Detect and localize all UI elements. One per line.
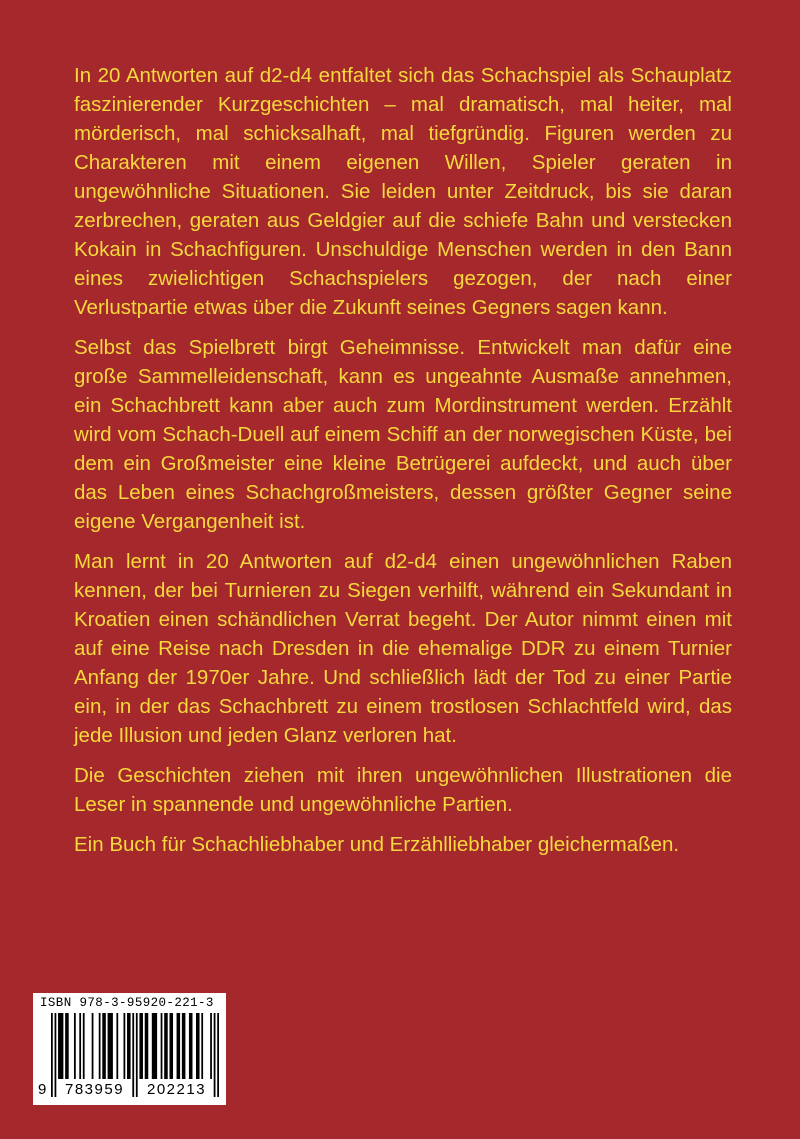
barcode-bar — [65, 1013, 69, 1079]
blurb-paragraph-4: Die Geschichten ziehen mit ihren ungewöhnlichen Illustrationen die Leser in spannende und ungewöhnliche Partien. — [74, 764, 732, 816]
barcode-bar — [102, 1013, 106, 1079]
ean-right-group: 202213 — [147, 1081, 207, 1098]
barcode-bar — [164, 1013, 168, 1079]
barcode-bar — [108, 1013, 113, 1079]
blurb-paragraph-3: Man lernt in 20 Antworten auf d2-d4 einen ungewöhnlichen Raben kennen, der bei Turnieren zu Siegen verhilft, während ein Sekundant in Kroatien einen schändlichen Verrat begeht. Der Autor nimmt einen mit auf eine Reise nach Dresden in die ehemalige DDR zu einem Turnier Anfang der 1970er Jahre. Und schließlich lädt der Tod zu einer Partie ein, in der das Schachbrett zu einem trostlosen Schlachtfeld wird, das jede Illusion und jeden Glanz verloren hat. — [74, 550, 732, 747]
blurb-paragraph-2: Selbst das Spielbrett birgt Geheimnisse. Entwickelt man dafür eine große Sammelleidenschaft, kann es ungeahnte Ausmaße annehmen, ein Schachbrett kann aber auch zum Mordinstrument werden. Erzählt wird vom Schach-Duell auf einem Schiff an der norwegischen Küste, bei dem ein Großmeister eine kleine Betrügerei aufdeckt, und auch über das Leben eines Schachgroßmeisters, dessen größter Gegner seine eigene Vergangenheit ist. — [74, 336, 732, 533]
barcode-bar — [196, 1013, 200, 1079]
ean-first-digit: 9 — [38, 1081, 47, 1098]
barcode-bar — [99, 1013, 101, 1079]
barcode-bar — [169, 1013, 173, 1079]
isbn-barcode — [33, 993, 226, 1105]
barcode-bar — [177, 1013, 181, 1079]
barcode-bar — [83, 1013, 85, 1079]
barcode-bar — [127, 1013, 131, 1079]
isbn-label: ISBN 978-3-95920-221-3 — [40, 996, 214, 1010]
blurb-paragraph-5: Ein Buch für Schachliebhaber und Erzählliebhaber gleichermaßen. — [74, 833, 680, 856]
barcode-bar — [136, 1013, 138, 1097]
barcode-bar — [182, 1013, 186, 1079]
barcode-bar — [214, 1013, 216, 1097]
barcode-bar — [79, 1013, 81, 1079]
barcode-bar — [58, 1013, 63, 1079]
barcode-bar — [132, 1013, 134, 1097]
blurb-paragraph-1: In 20 Antworten auf d2-d4 entfaltet sich das Schachspiel als Schauplatz faszinierender Kurzgeschichten – mal dramatisch, mal heiter, mal mörderisch, mal schicksalhaft, mal tiefgründig. Figuren werden zu Charakteren mit einem eigenen Willen, Spieler geraten in ungewöhnliche Situationen. Sie leiden unter Zeitdruck, bis sie daran zerbrechen, geraten aus Geldgier auf die schiefe Bahn und verstecken Kokain in Schachfiguren. Unschuldige Menschen werden in den Bann eines zwielichtigen Schachspielers gezogen, der nach einer Verlustpartie etwas über die Zukunft seines Gegners sagen kann. — [74, 64, 732, 319]
ean-left-group: 783959 — [65, 1081, 125, 1098]
barcode-bar — [161, 1013, 163, 1079]
barcode-bar — [210, 1013, 212, 1079]
barcode-bar — [74, 1013, 76, 1079]
barcode-bar — [55, 1013, 57, 1097]
barcode-bar — [92, 1013, 94, 1079]
barcode-bar — [116, 1013, 118, 1079]
barcode-bar — [217, 1013, 219, 1097]
barcode-bar — [51, 1013, 53, 1097]
barcode-bar — [139, 1013, 143, 1079]
barcode-bar — [145, 1013, 149, 1079]
barcode-bar — [124, 1013, 126, 1079]
barcode-bar — [189, 1013, 193, 1079]
barcode-bar — [152, 1013, 157, 1079]
barcode-bar — [201, 1013, 203, 1079]
blurb-text — [74, 61, 732, 870]
